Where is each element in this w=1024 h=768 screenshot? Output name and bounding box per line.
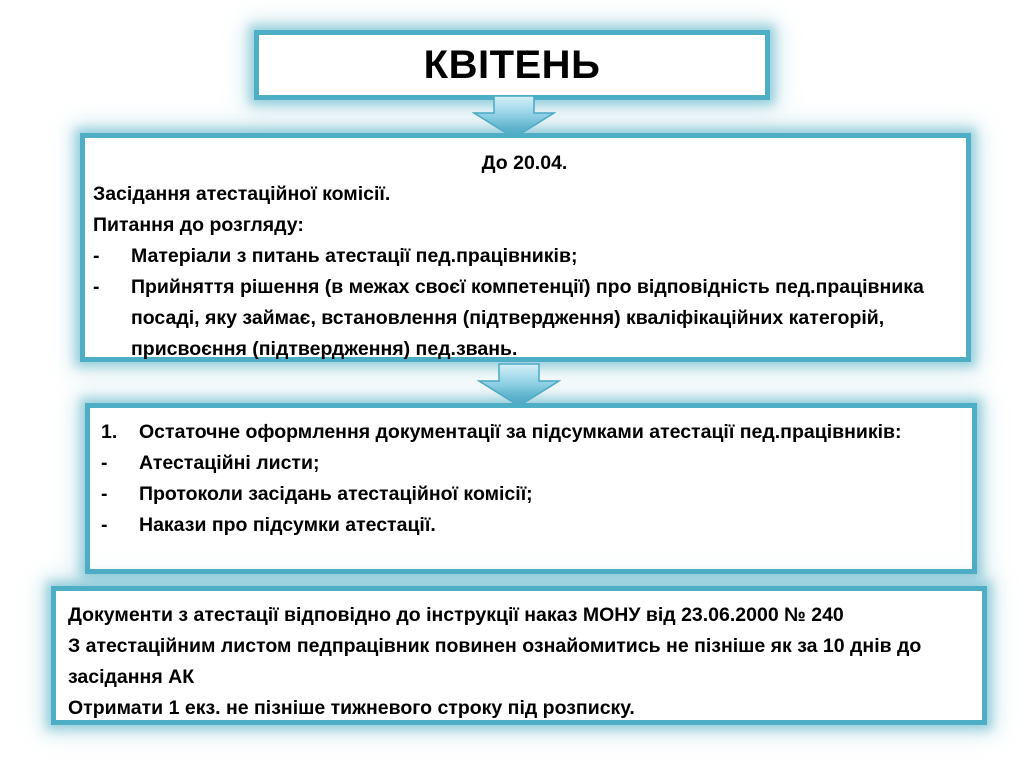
notes-box bbox=[51, 586, 987, 725]
list-item-text: Атестаційні листи; bbox=[139, 452, 320, 474]
documentation-box bbox=[85, 403, 977, 574]
title-box bbox=[254, 30, 770, 100]
agenda-heading: Питання до розгляду: bbox=[93, 214, 304, 236]
list-item bbox=[101, 510, 962, 541]
deadline-date: До 20.04. bbox=[481, 152, 568, 174]
bullet-marker: - bbox=[101, 483, 108, 505]
bullet-marker: - bbox=[93, 245, 100, 267]
commission-meeting-box bbox=[80, 133, 971, 362]
meeting-title: Засідання атестаційної комісії. bbox=[93, 183, 391, 205]
note-line: Отримати 1 екз. не пізніше тижневого строку під розписку. bbox=[68, 697, 635, 719]
arrow-down-icon bbox=[477, 363, 561, 407]
number-marker: 1. bbox=[101, 421, 118, 443]
list-item-text: Остаточне оформлення документації за підсумками атестації пед.працівників: bbox=[139, 421, 902, 443]
bullet-marker: - bbox=[93, 276, 100, 298]
list-item bbox=[93, 241, 956, 272]
list-item bbox=[101, 479, 962, 510]
page-title: КВІТЕНЬ bbox=[423, 42, 601, 87]
bullet-marker: - bbox=[101, 452, 108, 474]
list-item bbox=[101, 417, 962, 448]
list-item bbox=[93, 272, 956, 365]
list-item-text: Протоколи засідань атестаційної комісії; bbox=[139, 483, 533, 505]
list-item bbox=[101, 448, 962, 479]
note-line: З атестаційним листом педпрацівник повинен ознайомитись не пізніше як за 10 днів до засідання АК bbox=[68, 635, 922, 688]
note-line: Документи з атестації відповідно до інструкції наказ МОНУ від 23.06.2000 № 240 bbox=[68, 604, 844, 626]
list-item-text: Матеріали з питань атестації пед.працівників; bbox=[131, 245, 578, 267]
bullet-marker: - bbox=[101, 514, 108, 536]
list-item-text: Накази про підсумки атестації. bbox=[139, 514, 436, 536]
list-item-text: Прийняття рішення (в межах своєї компетенції) про відповідність пед.працівника посаді, яку займає, встановлення (підтвердження) кваліфікаційних категорій, присвоєння (підтвердження) пед.звань. bbox=[131, 276, 924, 360]
